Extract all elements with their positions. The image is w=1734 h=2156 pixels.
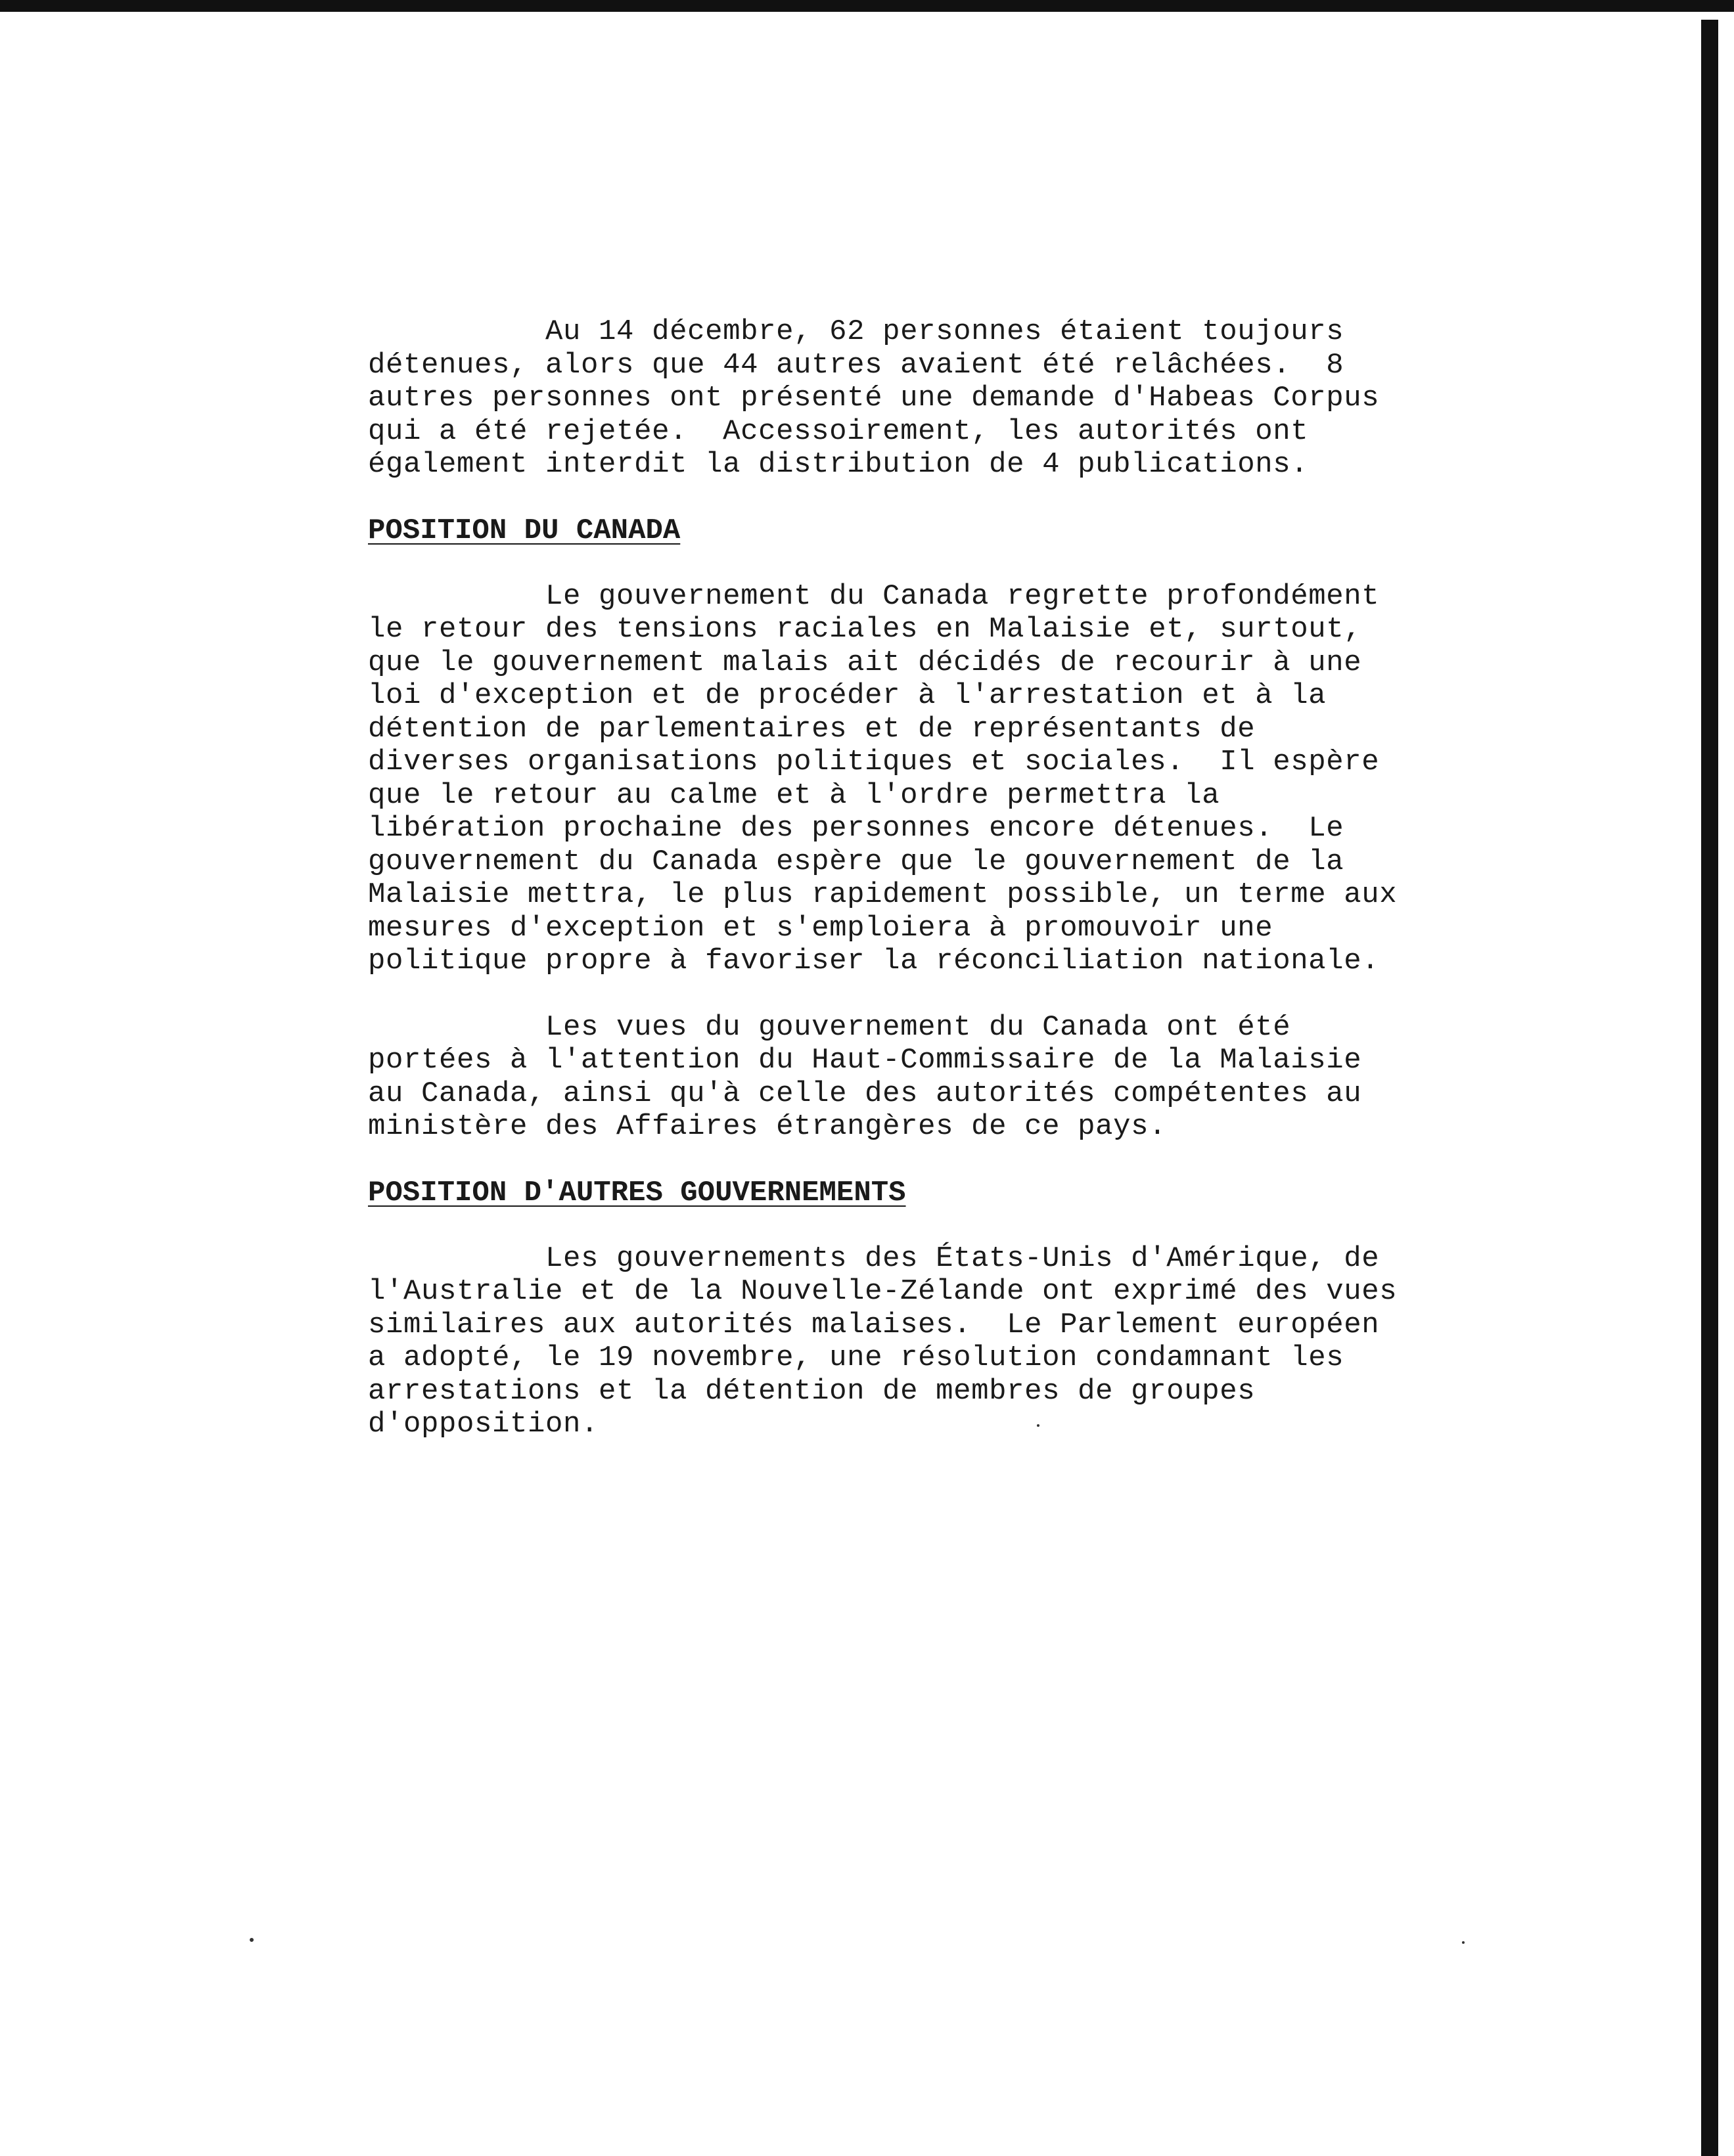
paragraph-other-governments: Les gouvernements des États-Unis d'Amérique, de l'Australie et de la Nouvelle-Zélande ont exprimé des vues similaires aux autorités malaises. Le Parlement européen a adopté, le 19 novembre, une résolution condamnant les arrestations et la détention de membres de groupes d'opposition. [368,1242,1398,1441]
scan-speck [250,1938,254,1942]
scan-speck [1462,1941,1465,1944]
heading-position-canada: POSITION DU CANADA [368,514,681,547]
scan-right-edge [1701,20,1718,2156]
paragraph-canada-views: Les vues du gouvernement du Canada ont été portées à l'attention du Haut-Commissaire de la Malaisie au Canada, ainsi qu'à celle des autorités compétentes au ministère des Affaires étrangères de ce pays. [368,1010,1362,1143]
heading-other-governments: POSITION D'AUTRES GOUVERNEMENTS [368,1176,906,1209]
scan-top-edge [0,0,1734,12]
paragraph-detention-status: Au 14 décembre, 62 personnes étaient toujours détenues, alors que 44 autres avaient été relâchées. 8 autres personnes ont présenté une demande d'Habeas Corpus qui a été rejetée. Accessoirement, les autorités ont également interdit la distribution de 4 publications. [368,315,1380,481]
document-body [368,315,1616,1441]
paragraph-canada-position: Le gouvernement du Canada regrette profondément le retour des tensions raciales en Malaisie et, surtout, que le gouvernement malais ait décidés de recourir à une loi d'exception et de procéder à l'arrestation et à la détention de parlementaires et de représentants de diverses organisations politiques et sociales. Il espère que le retour au calme et à l'ordre permettra la libération prochaine des personnes encore détenues. Le gouvernement du Canada espère que le gouvernement de la Malaisie mettra, le plus rapidement possible, un terme aux mesures d'exception et s'emploiera à promouvoir une politique propre à favoriser la réconciliation nationale. [368,579,1398,977]
